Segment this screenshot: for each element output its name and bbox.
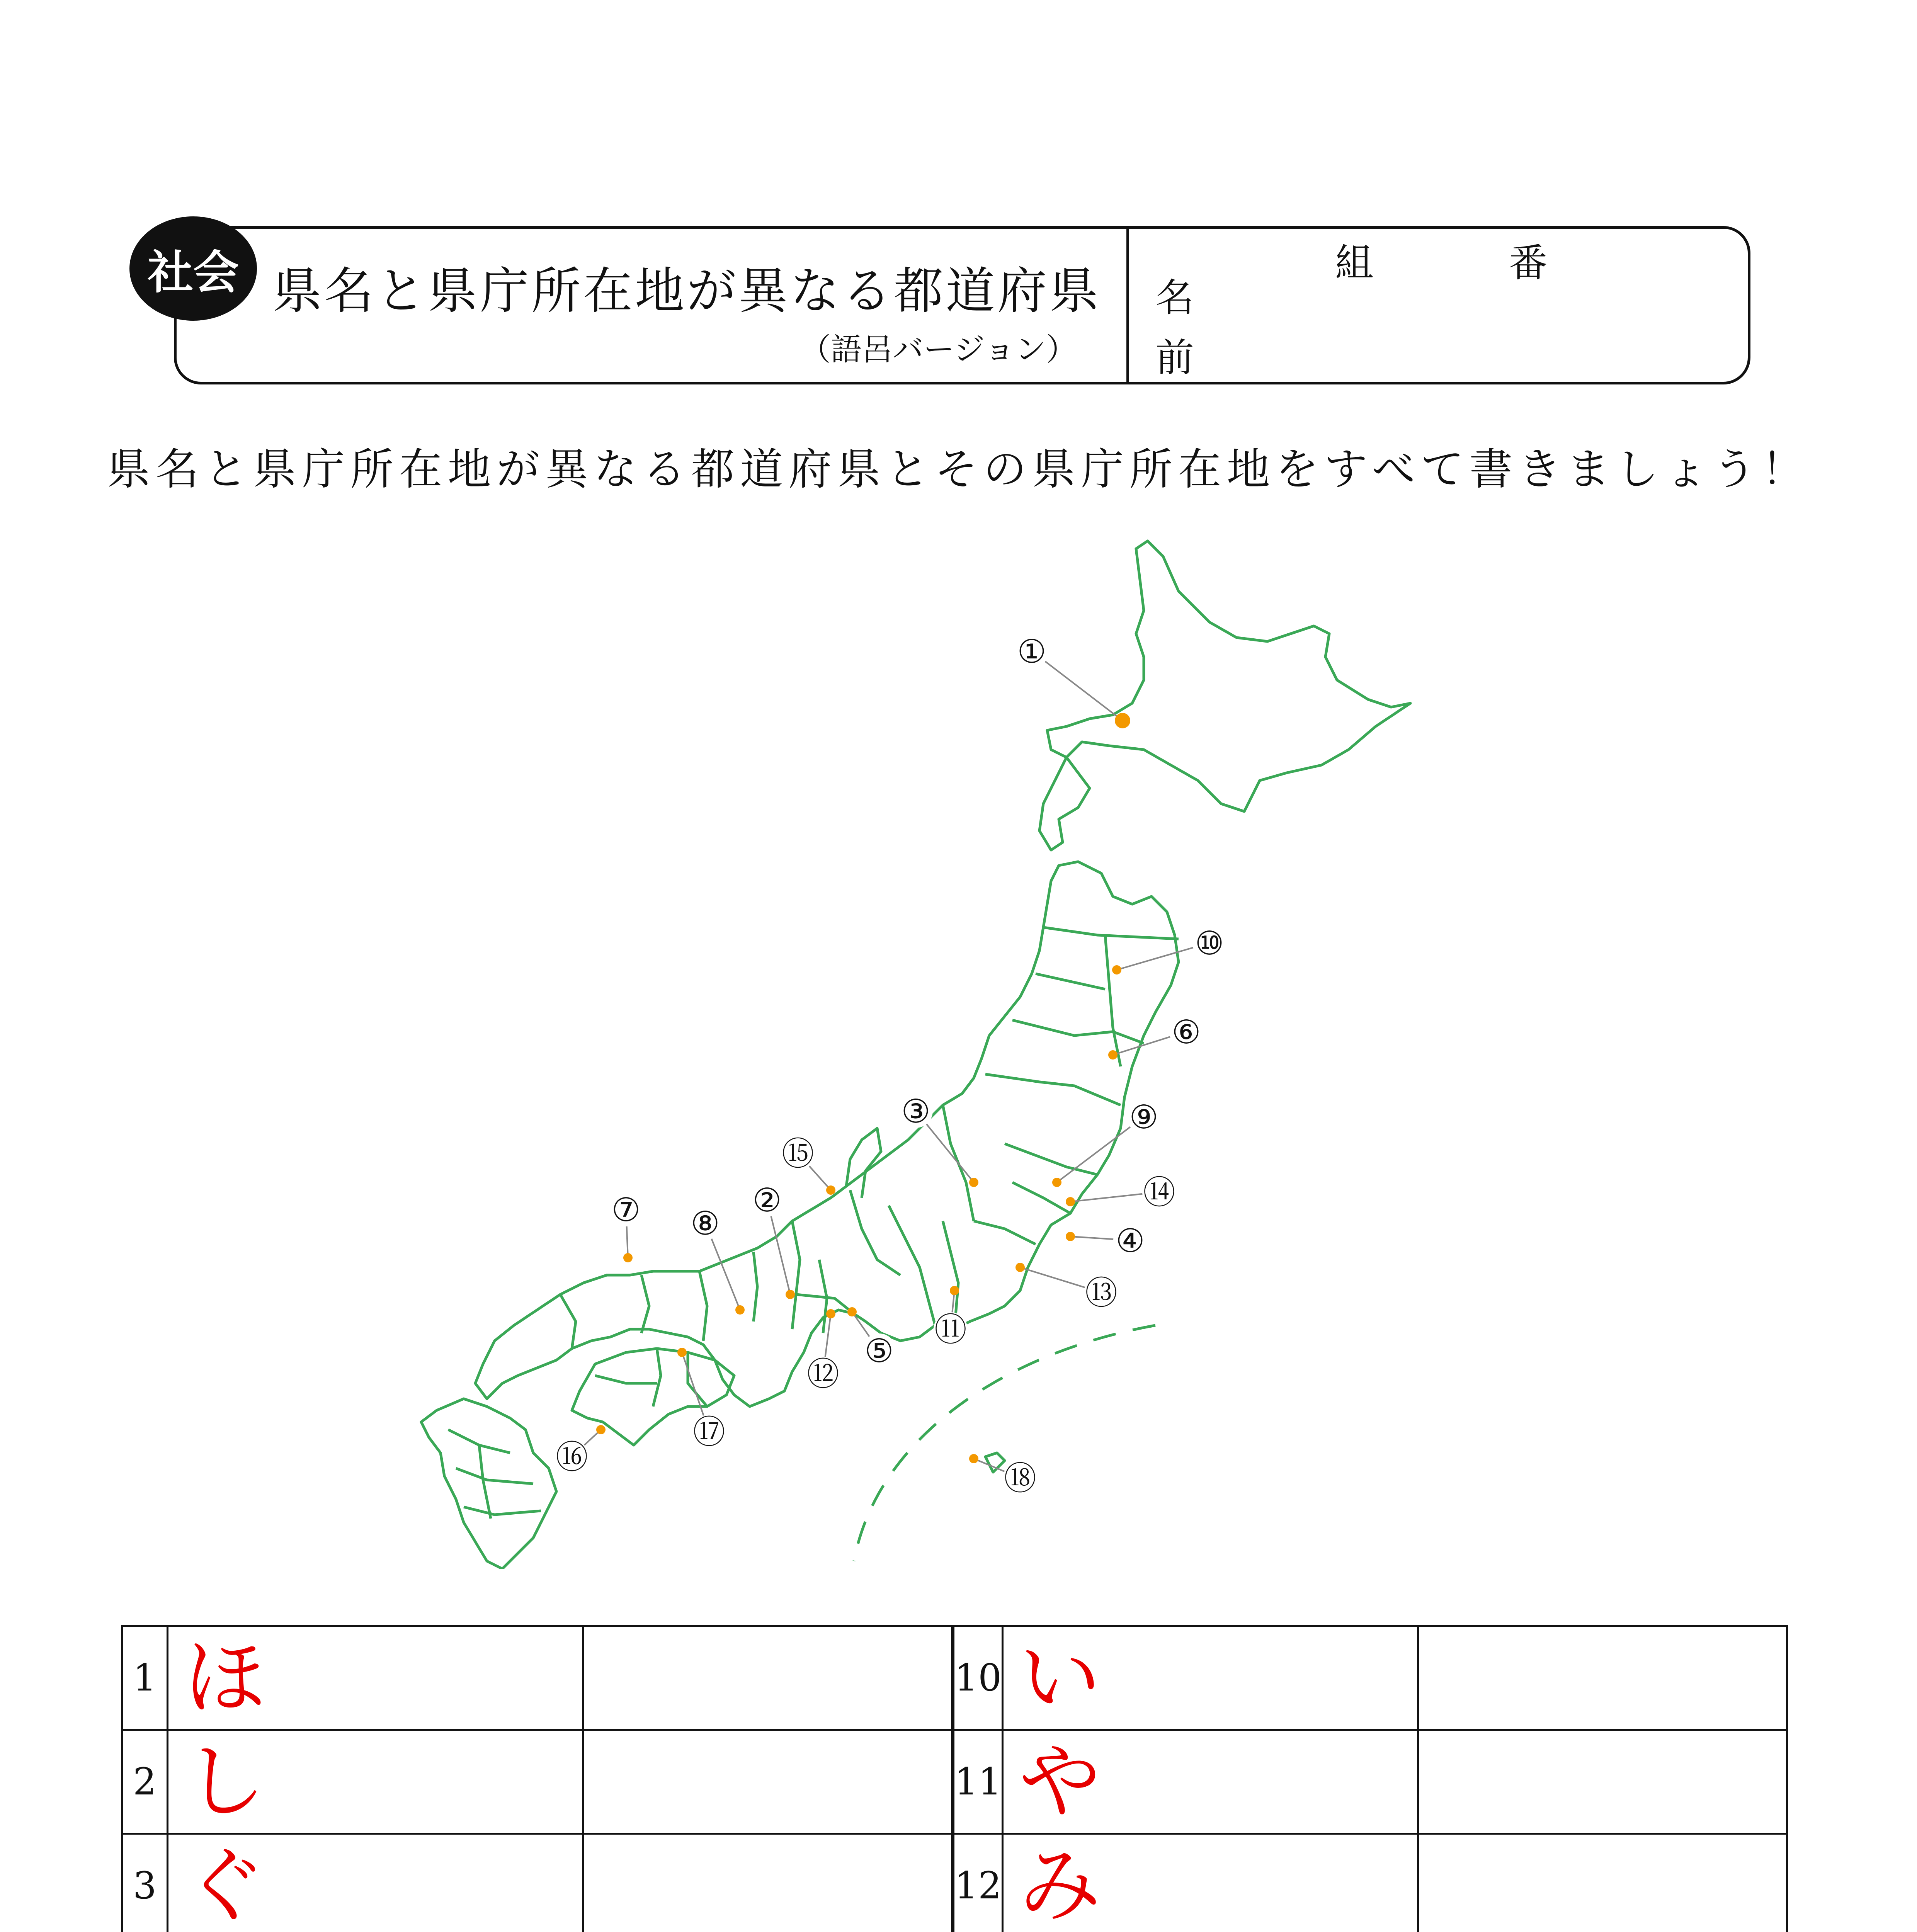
answer-row xyxy=(954,1834,1787,1932)
map-number-label: ⑩ xyxy=(1195,924,1224,962)
sheet-title: 県名と県庁所在地が異なる都道府県 xyxy=(272,262,1101,320)
capital-marker xyxy=(1052,1178,1061,1187)
map-number-label: ② xyxy=(752,1181,782,1219)
row-number: 2 xyxy=(122,1730,168,1834)
japan-map xyxy=(386,526,1546,1569)
map-number-label: ⑧ xyxy=(691,1204,720,1242)
row-number: 10 xyxy=(954,1626,1003,1730)
answer-row xyxy=(122,1730,952,1834)
map-number-label: ⑦ xyxy=(611,1191,641,1229)
capital-answer-cell[interactable] xyxy=(583,1626,952,1730)
prefecture-answer-cell[interactable] xyxy=(168,1626,583,1730)
number-label: 番 xyxy=(1509,240,1548,286)
map-number-label: ④ xyxy=(1116,1222,1145,1260)
instruction-text: 県名と県庁所在地が異なる都道府県とその県庁所在地をすべて書きましょう！ xyxy=(107,444,1810,495)
prefecture-answer-cell[interactable] xyxy=(1003,1834,1418,1932)
capital-marker xyxy=(950,1286,959,1295)
map-number-label: ⑮ xyxy=(781,1135,815,1173)
map-number-label: ⑱ xyxy=(1004,1459,1037,1497)
prefecture-answer-cell[interactable] xyxy=(1003,1730,1418,1834)
capital-answer-cell[interactable] xyxy=(1418,1626,1787,1730)
capital-marker xyxy=(735,1305,745,1315)
map-number-label: ⑨ xyxy=(1129,1098,1158,1136)
capital-marker xyxy=(596,1425,606,1434)
capital-answer-cell[interactable] xyxy=(1418,1834,1787,1932)
capital-answer-cell[interactable] xyxy=(1418,1730,1787,1834)
map-number-label: ⑪ xyxy=(934,1311,967,1349)
prefecture-answer-cell[interactable] xyxy=(168,1730,583,1834)
map-number-label: ⑯ xyxy=(555,1438,589,1476)
mnemonic-hint: や xyxy=(1019,1734,1101,1829)
answer-row xyxy=(122,1626,952,1730)
prefecture-answer-cell[interactable] xyxy=(168,1834,583,1932)
capital-marker xyxy=(847,1307,857,1316)
row-number: 11 xyxy=(954,1730,1003,1834)
sheet-subtitle: （語呂バージョン） xyxy=(800,332,1077,367)
mnemonic-hint: し xyxy=(184,1734,266,1829)
capital-marker xyxy=(1066,1197,1075,1206)
inset-dashed-arc xyxy=(854,1325,1155,1561)
row-number: 3 xyxy=(122,1834,168,1932)
capital-marker xyxy=(677,1348,687,1357)
answer-table-right xyxy=(953,1625,1788,1932)
capital-marker xyxy=(1108,1050,1118,1060)
capital-marker xyxy=(1112,965,1121,975)
header-divider xyxy=(1126,228,1129,383)
class-label: 組 xyxy=(1335,240,1374,286)
row-number: 12 xyxy=(954,1834,1003,1932)
capital-marker xyxy=(969,1178,978,1187)
mnemonic-hint: ぐ xyxy=(184,1838,266,1932)
map-number-label: ⑤ xyxy=(864,1332,894,1370)
capital-marker xyxy=(826,1309,835,1318)
name-label-top: 名 xyxy=(1155,275,1194,320)
capital-marker xyxy=(969,1454,978,1463)
capital-answer-cell[interactable] xyxy=(583,1730,952,1834)
prefecture-answer-cell[interactable] xyxy=(1003,1626,1418,1730)
answer-table-left xyxy=(121,1625,953,1932)
name-label-bottom: 前 xyxy=(1155,335,1194,380)
capital-marker xyxy=(1066,1232,1075,1241)
mnemonic-hint: み xyxy=(1019,1838,1101,1932)
map-number-label: ⑬ xyxy=(1085,1274,1118,1312)
map-number-label: ⑭ xyxy=(1143,1173,1176,1211)
row-number: 1 xyxy=(122,1626,168,1730)
capital-marker xyxy=(786,1290,795,1299)
prefecture-borders xyxy=(421,541,1410,1569)
answer-row xyxy=(954,1626,1787,1730)
map-number-label: ③ xyxy=(901,1092,930,1130)
map-number-label: ① xyxy=(1017,633,1046,670)
map-number-label: ⑥ xyxy=(1172,1013,1201,1051)
answer-row xyxy=(122,1834,952,1932)
capital-marker xyxy=(1015,1263,1025,1272)
capital-marker xyxy=(623,1253,633,1262)
mnemonic-hint: ほ xyxy=(184,1630,266,1725)
capital-answer-cell[interactable] xyxy=(583,1834,952,1932)
capital-marker xyxy=(826,1185,835,1195)
mnemonic-hint: い xyxy=(1019,1630,1101,1725)
subject-badge: 社会 xyxy=(129,216,257,321)
answer-row xyxy=(954,1730,1787,1834)
map-number-labels xyxy=(555,633,1226,1497)
capital-marker xyxy=(1115,713,1130,728)
map-number-label: ⑰ xyxy=(692,1413,726,1451)
map-number-label: ⑫ xyxy=(806,1355,840,1393)
